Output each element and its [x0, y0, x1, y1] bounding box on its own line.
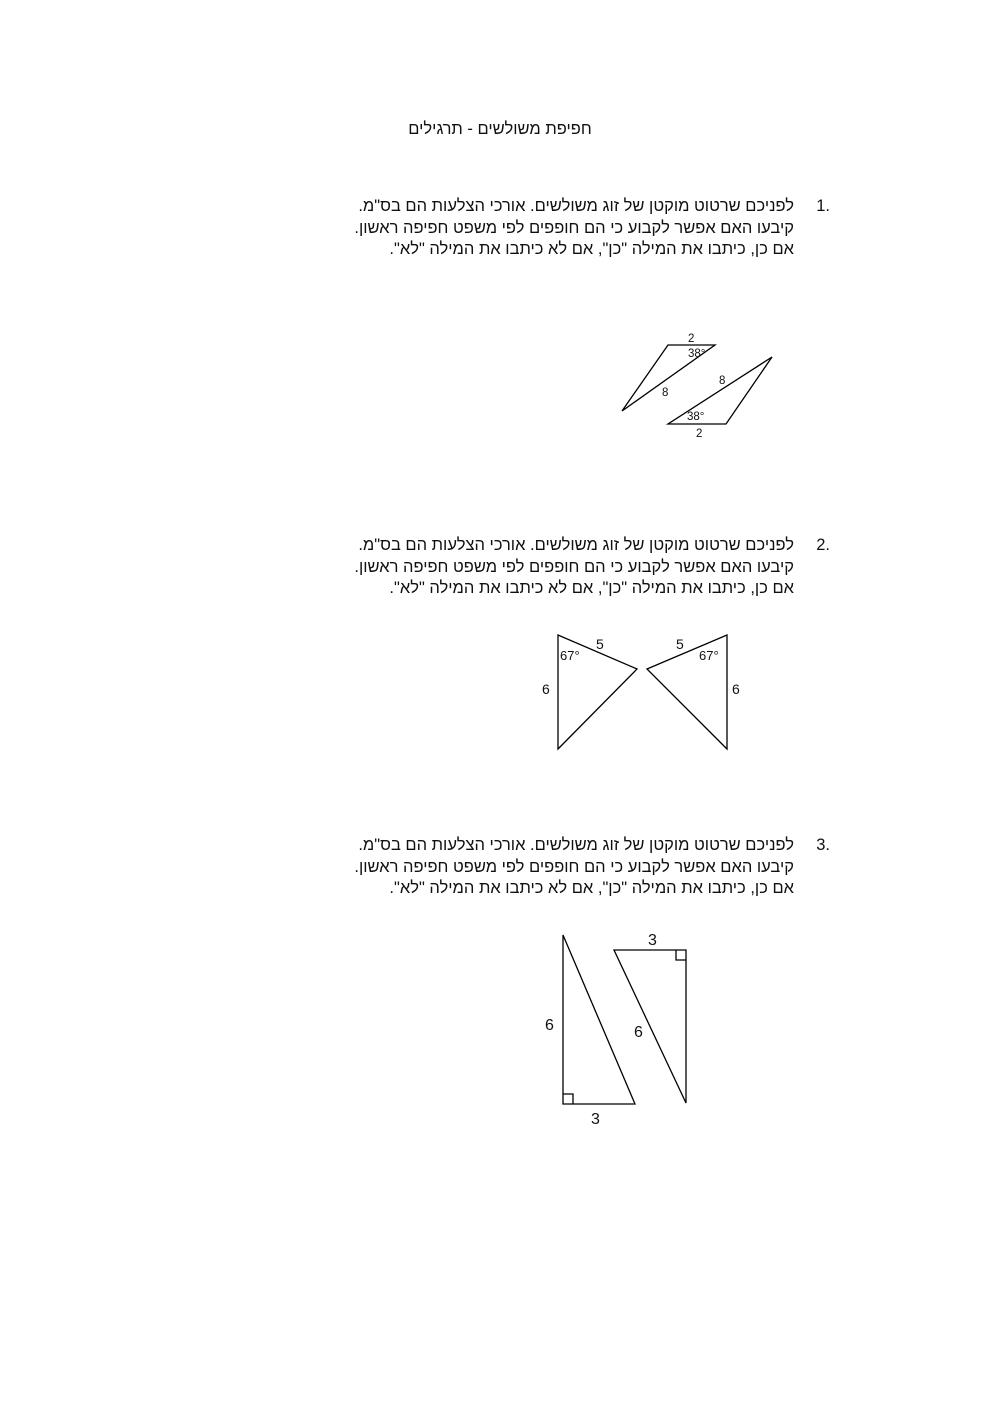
question-text-line: אם כן, כיתבו את המילה "כן", אם לא כיתבו את המילה "לא". [389, 879, 794, 897]
question-3 [274, 835, 830, 900]
question-text-line: אם כן, כיתבו את המילה "כן", אם לא כיתבו את המילה "לא". [389, 579, 794, 597]
triangle-left [563, 935, 635, 1104]
label-side-bottom: 2 [696, 428, 703, 440]
label-angle-left: 67° [560, 648, 580, 663]
label-side-vertical-right: 6 [732, 681, 740, 697]
question-text-line: קיבעו האם אפשר לקבוע כי הם חופפים לפי משפט חפיפה ראשון. [354, 218, 794, 237]
figure-2 [530, 625, 760, 760]
question-text-line: אם כן, כיתבו את המילה "כן", אם לא כיתבו את המילה "לא". [389, 240, 794, 258]
question-number: 3. [816, 836, 830, 854]
label-side-slant-left: 5 [596, 636, 604, 652]
figure-1 [600, 325, 800, 450]
question-number: 2. [816, 536, 830, 554]
question-number: 1. [816, 197, 830, 215]
label-side-top-right: 3 [648, 932, 657, 949]
right-angle-mark-right [676, 950, 686, 960]
question-text-line: קיבעו האם אפשר לקבוע כי הם חופפים לפי משפט חפיפה ראשון. [354, 857, 794, 876]
label-angle-bottom: 38° [687, 411, 705, 423]
question-text-line: קיבעו האם אפשר לקבוע כי הם חופפים לפי משפט חפיפה ראשון. [354, 557, 794, 576]
question-1 [274, 196, 830, 261]
label-side-top: 2 [688, 333, 695, 345]
label-side-slant-bottom: 8 [719, 375, 726, 387]
label-angle-right: 67° [699, 648, 719, 663]
question-text-line: לפניכם שרטוט מוקטן של זוג משולשים. אורכי הצלעות הם בס"מ. [358, 836, 794, 854]
page-title: חפיפת משולשים - תרגילים [408, 120, 592, 138]
label-side-vertical-left: 6 [545, 1017, 554, 1034]
question-2 [274, 535, 830, 600]
question-text-line: לפניכם שרטוט מוקטן של זוג משולשים. אורכי הצלעות הם בס"מ. [358, 536, 794, 554]
label-side-slant-right: 5 [676, 636, 684, 652]
label-angle-top: 38° [688, 348, 706, 360]
label-side-hypotenuse-right: 6 [634, 1024, 643, 1041]
label-side-bottom-left: 3 [591, 1111, 600, 1128]
right-angle-mark-left [563, 1094, 573, 1104]
question-text-line: לפניכם שרטוט מוקטן של זוג משולשים. אורכי הצלעות הם בס"מ. [358, 197, 794, 215]
label-side-vertical-left: 6 [542, 681, 550, 697]
figure-3 [530, 925, 710, 1130]
label-side-slant-top: 8 [662, 387, 669, 399]
